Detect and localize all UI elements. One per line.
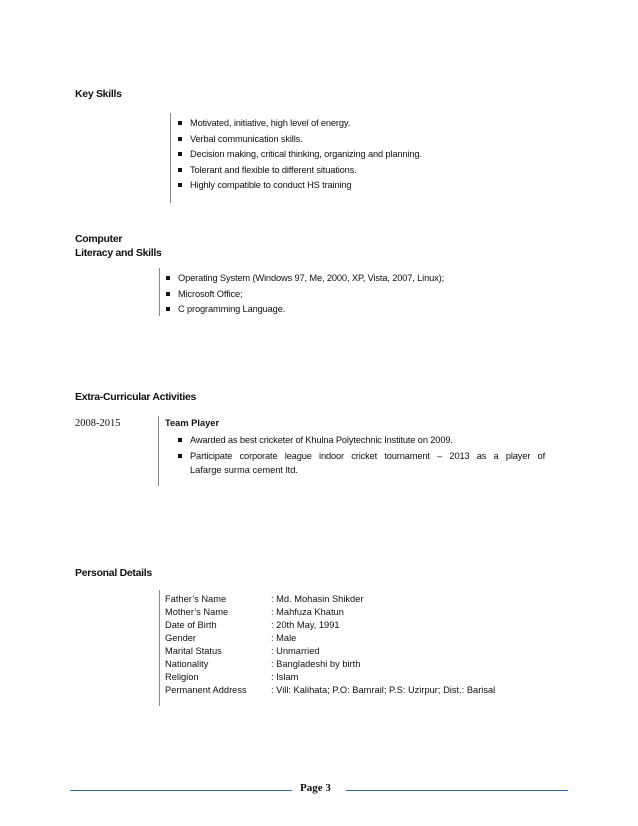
- personal-label: Mother’s Name: [165, 607, 229, 617]
- computer-heading: [75, 232, 162, 260]
- list-item: Tolerant and flexible to different situations.: [177, 163, 422, 179]
- list-item: Verbal communication skills.: [177, 132, 422, 148]
- list-item: [177, 449, 547, 465]
- personal-value: : Islam: [271, 672, 299, 682]
- extra-divider: [158, 416, 159, 486]
- extra-heading: Extra-Curricular Activities: [75, 391, 197, 403]
- personal-label: Nationality: [165, 659, 209, 669]
- personal-value: : Vill: Kalihata; P.O: Bamrail; P.S: Uzirpur; Dist.: Barisal: [271, 685, 496, 695]
- list-item: Highly compatible to conduct HS training: [177, 178, 422, 194]
- page-number: Page 3: [300, 782, 331, 794]
- personal-value: : Male: [271, 633, 297, 643]
- personal-value: : Bangladeshi by birth: [271, 659, 361, 669]
- extra-title: Team Player: [165, 418, 220, 428]
- key-skills-list: [177, 116, 422, 194]
- personal-label: Father’s Name: [165, 594, 227, 604]
- footer-rule-left: [70, 790, 292, 791]
- list-item: Microsoft Office;: [165, 287, 444, 303]
- extra-years: 2008-2015: [75, 418, 121, 429]
- computer-divider: [159, 268, 160, 316]
- list-item: Awarded as best cricketer of Khulna Polytechnic Institute on 2009.: [177, 433, 547, 449]
- personal-value: : Mahfuza Khatun: [271, 607, 344, 617]
- extra-continuation: Lafarge surma cement ltd.: [190, 465, 298, 475]
- key-skills-heading: Key Skills: [75, 88, 122, 100]
- extra-item-text: Participate corporate league indoor cricket tournament – 2013 as a player of: [190, 450, 545, 461]
- personal-divider: [159, 590, 160, 706]
- computer-list: [165, 271, 444, 318]
- list-item: C programming Language.: [165, 302, 444, 318]
- personal-label: Gender: [165, 633, 197, 643]
- computer-heading-line2: Literacy and Skills: [75, 247, 162, 259]
- personal-label: Marital Status: [165, 646, 222, 656]
- personal-value: : Md. Mohasin Shikder: [271, 594, 364, 604]
- personal-label: Religion: [165, 672, 199, 682]
- list-item: Operating System (Windows 97, Me, 2000, XP, Vista, 2007, Linux);: [165, 271, 444, 287]
- personal-value: : 20th May, 1991: [271, 620, 340, 630]
- computer-heading-line1: Computer: [75, 233, 123, 245]
- personal-heading: Personal Details: [75, 567, 152, 579]
- key-skills-divider: [170, 113, 171, 203]
- footer-rule-right: [346, 790, 568, 791]
- personal-label: Date of Birth: [165, 620, 217, 630]
- personal-value: : Unmarried: [271, 646, 320, 656]
- extra-list: [177, 433, 547, 464]
- list-item: Motivated, initiative, high level of energy.: [177, 116, 422, 132]
- list-item: Decision making, critical thinking, organizing and planning.: [177, 147, 422, 163]
- personal-label: Permanent Address: [165, 685, 247, 695]
